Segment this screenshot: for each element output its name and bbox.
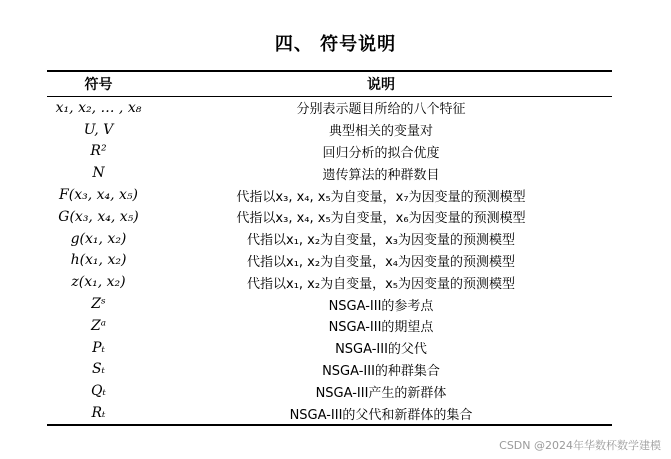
description-cell: NSGA-III的期望点 — [328, 320, 434, 336]
description-cell: 分别表示题目所给的八个特征 — [296, 102, 466, 118]
symbol-cell: Sₜ — [91, 361, 106, 378]
table-bottom-rule — [47, 424, 612, 426]
symbol-cell: R² — [90, 143, 107, 160]
symbol-cell: z(x₁, x₂) — [71, 274, 126, 291]
symbol-cell: Pₜ — [92, 339, 105, 356]
description-cell: 代指以x₁, x₂为自变量，x₄为因变量的预测模型 — [247, 254, 515, 270]
symbol-cell: g(x₁, x₂) — [70, 230, 127, 247]
description-cell: 代指以x₁, x₂为自变量，x₅为因变量的预测模型 — [247, 276, 515, 292]
table-row — [47, 315, 612, 337]
symbol-cell: F(x₃, x₄, x₅) — [59, 187, 138, 204]
symbol-cell: N — [92, 165, 105, 182]
table-row — [47, 141, 612, 163]
symbol-cell: Rₜ — [91, 405, 106, 422]
table-row — [47, 184, 612, 206]
table-row — [47, 97, 612, 119]
description-cell: 代指以x₃, x₄, x₅为自变量，x₇为因变量的预测模型 — [236, 189, 526, 205]
description-cell: NSGA-III的参考点 — [328, 298, 434, 314]
header-symbol: 符号 — [84, 77, 113, 93]
description-cell: 代指以x₁, x₂为自变量，x₃为因变量的预测模型 — [247, 233, 515, 249]
description-cell: 代指以x₃, x₄, x₅为自变量，x₆为因变量的预测模型 — [236, 211, 526, 227]
table-row — [47, 380, 612, 402]
symbol-cell: Zˢ — [91, 296, 106, 313]
symbol-cell: U, V — [83, 121, 114, 138]
table-row — [47, 337, 612, 359]
symbol-cell: h(x₁, x₂) — [70, 252, 127, 269]
table-row — [47, 162, 612, 184]
symbol-table — [47, 70, 612, 426]
description-cell: NSGA-III的父代 — [335, 342, 427, 358]
description-cell: NSGA-III的父代和新群体的集合 — [289, 407, 473, 423]
description-cell: NSGA-III的种群集合 — [322, 363, 440, 379]
description-cell: NSGA-III产生的新群体 — [315, 385, 447, 401]
symbol-cell: Zᵃ — [91, 317, 106, 334]
symbol-cell: x₁, x₂, … , x₈ — [55, 99, 142, 116]
section-title: 四、 符号说明 — [274, 34, 397, 55]
table-row — [47, 206, 612, 228]
watermark: CSDN @2024年华数杯数学建模 — [499, 439, 661, 452]
symbol-cell: Qₜ — [91, 383, 106, 400]
table-row — [47, 250, 612, 272]
description-cell: 回归分析的拟合优度 — [322, 145, 440, 161]
table-row — [47, 359, 612, 381]
header-description: 说明 — [367, 77, 395, 93]
table-body — [47, 97, 612, 424]
table-row — [47, 402, 612, 424]
table-header-row — [47, 72, 612, 96]
description-cell: 典型相关的变量对 — [328, 124, 433, 140]
table-row — [47, 228, 612, 250]
table-row — [47, 271, 612, 293]
symbol-cell: G(x₃, x₄, x₅) — [58, 208, 139, 225]
table-row — [47, 119, 612, 141]
table-row — [47, 293, 612, 315]
description-cell: 遗传算法的种群数目 — [322, 167, 440, 183]
